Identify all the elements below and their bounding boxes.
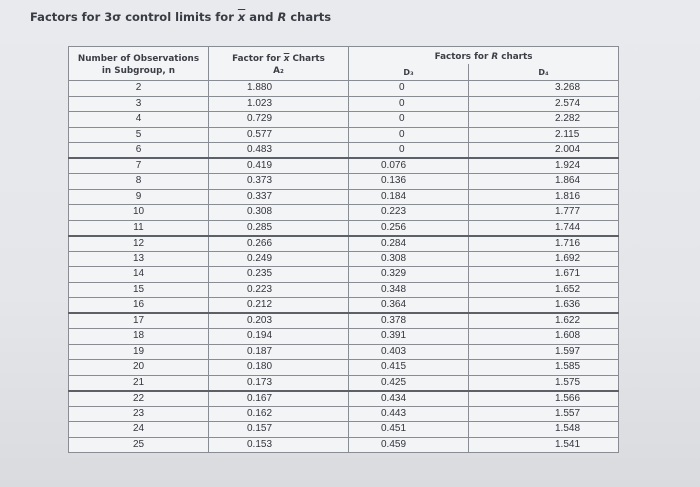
cell-n: 19 <box>69 344 209 360</box>
header-r-ital: R <box>491 52 499 62</box>
table-row <box>69 267 619 283</box>
cell-d4: 1.864 <box>469 174 619 190</box>
cell-n: 7 <box>69 158 209 174</box>
cell-d4: 2.004 <box>469 143 619 159</box>
header-n-line1: Number of Observations <box>77 54 200 64</box>
table-row <box>69 344 619 360</box>
header-d3: D₃ <box>349 64 469 81</box>
cell-d3: 0.451 <box>349 422 469 438</box>
cell-a2: 0.194 <box>209 329 349 345</box>
cell-a2: 0.249 <box>209 251 349 267</box>
table-row <box>69 422 619 438</box>
cell-d4: 1.608 <box>469 329 619 345</box>
cell-n: 4 <box>69 112 209 128</box>
table-row <box>69 375 619 391</box>
cell-a2: 0.180 <box>209 360 349 376</box>
cell-a2: 0.187 <box>209 344 349 360</box>
cell-n: 10 <box>69 205 209 221</box>
cell-d3: 0.184 <box>349 189 469 205</box>
header-a2-symbol: A₂ <box>273 66 284 76</box>
cell-n: 12 <box>69 236 209 252</box>
cell-d4: 1.585 <box>469 360 619 376</box>
header-r-factors <box>349 47 619 65</box>
table-row <box>69 391 619 407</box>
factors-table-container <box>68 46 618 453</box>
title-mid: and <box>245 10 278 24</box>
cell-d4: 1.597 <box>469 344 619 360</box>
cell-a2: 0.285 <box>209 220 349 236</box>
cell-n: 24 <box>69 422 209 438</box>
table-row <box>69 112 619 128</box>
header-a2-xbar: $\overline{x}$ <box>283 54 290 64</box>
table-row <box>69 220 619 236</box>
cell-a2: 0.729 <box>209 112 349 128</box>
cell-d3: 0.415 <box>349 360 469 376</box>
cell-d4: 1.652 <box>469 282 619 298</box>
table-row <box>69 282 619 298</box>
table-row <box>69 251 619 267</box>
cell-d3: 0.136 <box>349 174 469 190</box>
cell-d4: 1.777 <box>469 205 619 221</box>
cell-d3: 0 <box>349 81 469 97</box>
table-row <box>69 143 619 159</box>
cell-a2: 0.173 <box>209 375 349 391</box>
cell-d3: 0.378 <box>349 313 469 329</box>
cell-n: 6 <box>69 143 209 159</box>
title-suffix: charts <box>286 10 332 24</box>
cell-d3: 0.459 <box>349 437 469 453</box>
cell-d4: 1.541 <box>469 437 619 453</box>
table-row <box>69 127 619 143</box>
header-r-suffix: charts <box>498 52 533 62</box>
cell-d3: 0.284 <box>349 236 469 252</box>
cell-d3: 0.256 <box>349 220 469 236</box>
table-row <box>69 236 619 252</box>
cell-d4: 2.282 <box>469 112 619 128</box>
cell-d3: 0.076 <box>349 158 469 174</box>
cell-n: 11 <box>69 220 209 236</box>
cell-n: 9 <box>69 189 209 205</box>
table-row <box>69 329 619 345</box>
table-row <box>69 298 619 314</box>
cell-d3: 0 <box>349 96 469 112</box>
cell-d3: 0.434 <box>349 391 469 407</box>
cell-a2: 0.157 <box>209 422 349 438</box>
cell-d3: 0.308 <box>349 251 469 267</box>
page-title <box>30 10 331 24</box>
cell-d3: 0.348 <box>349 282 469 298</box>
header-a2 <box>209 47 349 81</box>
cell-n: 14 <box>69 267 209 283</box>
cell-a2: 0.266 <box>209 236 349 252</box>
cell-n: 16 <box>69 298 209 314</box>
cell-a2: 1.880 <box>209 81 349 97</box>
title-xbar: $\overline{x}$ <box>237 10 246 24</box>
cell-d4: 1.716 <box>469 236 619 252</box>
cell-d4: 1.924 <box>469 158 619 174</box>
table-row <box>69 313 619 329</box>
cell-d4: 1.636 <box>469 298 619 314</box>
title-r: R <box>277 10 287 24</box>
cell-d3: 0.364 <box>349 298 469 314</box>
cell-a2: 0.153 <box>209 437 349 453</box>
cell-d3: 0.403 <box>349 344 469 360</box>
cell-d3: 0 <box>349 127 469 143</box>
table-row <box>69 205 619 221</box>
cell-a2: 0.223 <box>209 282 349 298</box>
header-r-prefix: Factors for <box>434 52 492 62</box>
cell-d4: 1.622 <box>469 313 619 329</box>
cell-d4: 1.575 <box>469 375 619 391</box>
table-row <box>69 81 619 97</box>
cell-n: 17 <box>69 313 209 329</box>
cell-d4: 1.816 <box>469 189 619 205</box>
cell-d4: 1.566 <box>469 391 619 407</box>
cell-d3: 0 <box>349 112 469 128</box>
cell-n: 21 <box>69 375 209 391</box>
cell-a2: 0.483 <box>209 143 349 159</box>
cell-a2: 0.419 <box>209 158 349 174</box>
table-row <box>69 437 619 453</box>
cell-a2: 0.235 <box>209 267 349 283</box>
cell-a2: 0.167 <box>209 391 349 407</box>
cell-a2: 1.023 <box>209 96 349 112</box>
title-text: Factors for 3σ control limits for <box>30 10 238 24</box>
cell-n: 18 <box>69 329 209 345</box>
cell-d4: 1.557 <box>469 406 619 422</box>
factors-table <box>68 46 619 453</box>
cell-d4: 1.744 <box>469 220 619 236</box>
cell-d4: 3.268 <box>469 81 619 97</box>
cell-a2: 0.203 <box>209 313 349 329</box>
header-n-line2: in Subgroup, n <box>101 66 176 76</box>
cell-a2: 0.162 <box>209 406 349 422</box>
cell-d4: 2.574 <box>469 96 619 112</box>
cell-n: 23 <box>69 406 209 422</box>
cell-a2: 0.373 <box>209 174 349 190</box>
cell-a2: 0.308 <box>209 205 349 221</box>
header-a2-prefix: Factor for <box>232 54 284 64</box>
cell-a2: 0.577 <box>209 127 349 143</box>
cell-d3: 0.391 <box>349 329 469 345</box>
header-d4: D₄ <box>469 64 619 81</box>
cell-d4: 1.692 <box>469 251 619 267</box>
table-row <box>69 189 619 205</box>
cell-a2: 0.337 <box>209 189 349 205</box>
cell-n: 13 <box>69 251 209 267</box>
cell-d3: 0 <box>349 143 469 159</box>
cell-n: 22 <box>69 391 209 407</box>
cell-n: 8 <box>69 174 209 190</box>
cell-n: 15 <box>69 282 209 298</box>
cell-d3: 0.329 <box>349 267 469 283</box>
table-row <box>69 174 619 190</box>
cell-d4: 1.671 <box>469 267 619 283</box>
cell-n: 25 <box>69 437 209 453</box>
cell-a2: 0.212 <box>209 298 349 314</box>
table-row <box>69 360 619 376</box>
cell-n: 3 <box>69 96 209 112</box>
cell-d4: 2.115 <box>469 127 619 143</box>
cell-d3: 0.443 <box>349 406 469 422</box>
cell-n: 2 <box>69 81 209 97</box>
cell-d4: 1.548 <box>469 422 619 438</box>
table-body <box>69 81 619 453</box>
table-row <box>69 158 619 174</box>
table-row <box>69 96 619 112</box>
cell-n: 20 <box>69 360 209 376</box>
table-row <box>69 406 619 422</box>
cell-d3: 0.223 <box>349 205 469 221</box>
header-a2-suffix: Charts <box>289 54 325 64</box>
cell-d3: 0.425 <box>349 375 469 391</box>
header-n <box>69 47 209 81</box>
cell-n: 5 <box>69 127 209 143</box>
